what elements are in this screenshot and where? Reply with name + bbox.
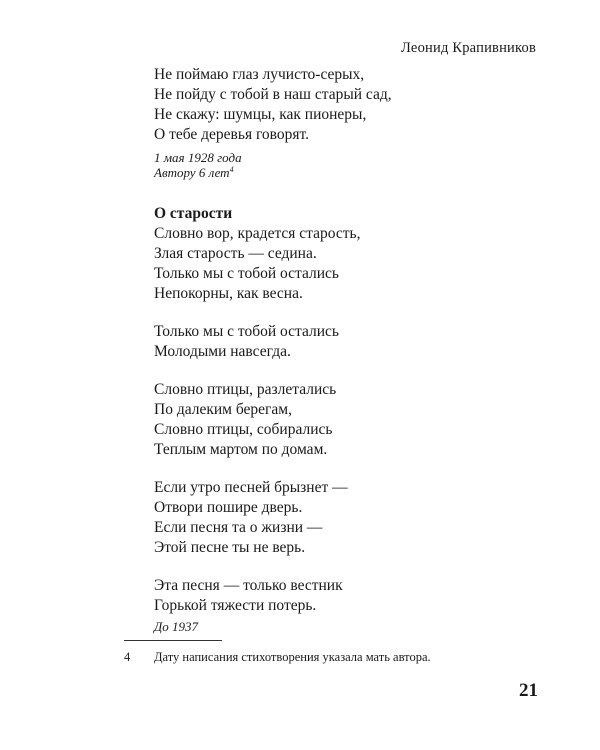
poem-line: Этой песне ты не верь. xyxy=(154,539,306,556)
poem-line: Если песня та о жизни — xyxy=(154,519,323,536)
footnote-number: 4 xyxy=(124,650,131,664)
poem-line: Только мы с тобой остались xyxy=(154,265,339,282)
poem-line: Не пойду с тобой в наш старый сад, xyxy=(154,86,392,103)
poem-line: О тебе деревья говорят. xyxy=(154,126,309,143)
poem-text xyxy=(154,65,534,634)
poem-line: Не поймаю глаз лучисто-серых, xyxy=(154,66,365,83)
poem-line: Словно птицы, собирались xyxy=(154,421,333,438)
footnote-text: Дату написания стихотворения указала мать автора. xyxy=(154,650,431,664)
poem-line: Непокорны, как весна. xyxy=(154,285,303,302)
author-age-text: Автору 6 лет xyxy=(154,165,230,180)
poem2 xyxy=(154,204,534,634)
footnote-ref: 4 xyxy=(229,165,234,174)
poem-title: О старости xyxy=(154,205,233,222)
stanza-gap xyxy=(154,460,534,478)
poem-line: Молодыми навсегда. xyxy=(154,343,291,360)
poem-line: Если утро песней брызнет — xyxy=(154,479,348,496)
poem-line: Только мы с тобой остались xyxy=(154,323,339,340)
poem1 xyxy=(154,65,534,180)
poem-line: Словно птицы, разлетались xyxy=(154,381,337,398)
poem-line: Эта песня — только вестник xyxy=(154,577,343,594)
footnote xyxy=(124,650,431,665)
stanza-gap xyxy=(154,362,534,380)
poem-line: Словно вор, крадется старость, xyxy=(154,225,361,242)
stanza-gap xyxy=(154,304,534,322)
stanza-gap xyxy=(154,558,534,576)
page-number: 21 xyxy=(519,680,538,701)
poem-line: Отвори пошире дверь. xyxy=(154,499,303,516)
running-header-author: Леонид Крапивников xyxy=(401,40,536,56)
poem-date: 1 мая 1928 года xyxy=(154,150,242,165)
poem-line: Теплым мартом по домам. xyxy=(154,441,328,458)
poem-line: Не скажу: шумцы, как пионеры, xyxy=(154,106,367,123)
poem-line: Горькой тяжести потерь. xyxy=(154,597,317,614)
footnote-divider xyxy=(124,640,222,641)
poem-line: Злая старость — седина. xyxy=(154,245,317,262)
author-age-note xyxy=(154,165,534,180)
poem-line: По далеким берегам, xyxy=(154,401,292,418)
poem-date: До 1937 xyxy=(154,619,199,634)
